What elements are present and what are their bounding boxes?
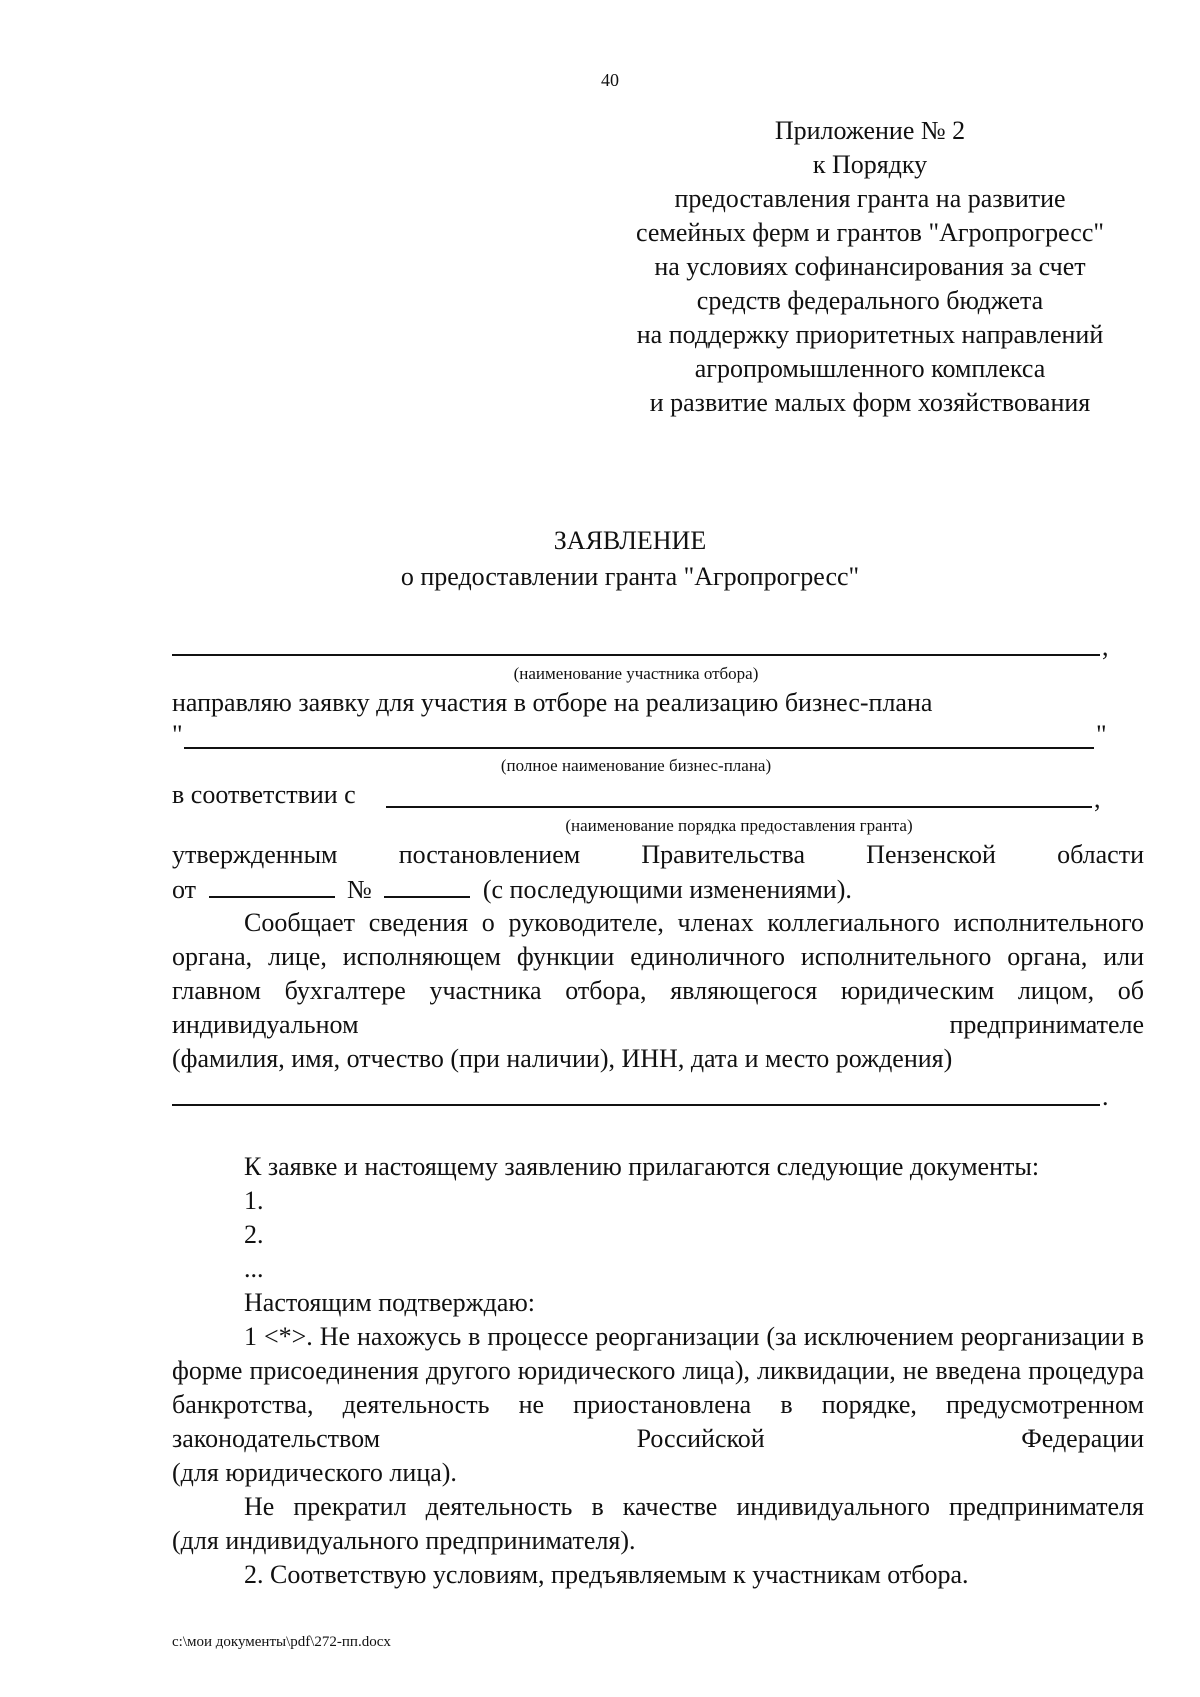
caption-participant: (наименование участника отбора) xyxy=(513,664,759,683)
date-blank xyxy=(209,872,335,898)
document-subtitle: о предоставлении гранта "Агропрогресс" xyxy=(400,562,860,591)
attachment-item: ... xyxy=(244,1254,264,1283)
report-fill-line xyxy=(172,1104,1100,1106)
item1b-paragraph: Не прекратил деятельность в качестве индивидуального предпринимателя xyxy=(244,1492,1144,1521)
appendix-line: на поддержку приоритетных направлений xyxy=(636,320,1104,349)
appendix-line: семейных ферм и грантов "Агропрогресс" xyxy=(636,218,1104,247)
appendix-line: средств федерального бюджета xyxy=(696,286,1044,315)
attachment-item: 1. xyxy=(244,1186,264,1215)
appendix-line: Приложение № 2 xyxy=(774,116,966,145)
item1-last-line: (для юридического лица). xyxy=(172,1458,457,1487)
report-last-line: (фамилия, имя, отчество (при наличии), ИНН, дата и место рождения) xyxy=(172,1044,953,1073)
item1-paragraph: 1 <*>. Не нахожусь в процессе реорганизации (за исключением реорганизации в форме присоединения другого юридического лица), ликвидации, не введена процедура банкротства, деятельность не приостановлена в порядке, предусмотренном законодательством Российской Федерации xyxy=(172,1322,1144,1453)
number-blank xyxy=(384,872,470,898)
caption-business-plan: (полное наименование бизнес-плана) xyxy=(500,756,772,775)
accordance-prefix: в соответствии с xyxy=(172,780,356,809)
item2: 2. Соответствую условиям, предъявляемым к участникам отбора. xyxy=(244,1560,969,1589)
attachments-intro: К заявке и настоящему заявлению прилагаются следующие документы: xyxy=(244,1152,1040,1181)
quote-close: " xyxy=(1096,720,1107,749)
report-block xyxy=(172,906,1144,1076)
confirm-label: Настоящим подтверждаю: xyxy=(244,1288,536,1317)
decree-line xyxy=(172,872,852,905)
line-end-period: . xyxy=(1102,1082,1109,1111)
appendix-line: предоставления гранта на развитие xyxy=(674,184,1066,213)
page-number: 40 xyxy=(601,70,619,90)
procedure-line xyxy=(386,806,1092,808)
attachment-item: 2. xyxy=(244,1220,264,1249)
approved-line: утвержденным постановлением Правительства Пензенской области xyxy=(172,840,1144,869)
appendix-header xyxy=(600,114,1140,420)
participant-name-line xyxy=(172,654,1100,656)
quote-open: " xyxy=(172,720,183,749)
accordance-comma: , xyxy=(1094,784,1101,813)
report-paragraph: Сообщает сведения о руководителе, членах коллегиального исполнительного органа, лице, исполняющем функции единоличного исполнительного органа, или главном бухгалтере участника отбора, являющегося юридическим лицом, об индивидуальном предпринимателе xyxy=(172,908,1144,1039)
attachments-block xyxy=(172,1150,1144,1592)
caption-procedure: (наименование порядка предоставления гранта) xyxy=(565,816,913,835)
appendix-line: и развитие малых форм хозяйствования xyxy=(649,388,1091,417)
appendix-line: на условиях софинансирования за счет xyxy=(654,252,1086,281)
line-end-comma: , xyxy=(1102,632,1109,661)
item1b-last-line: (для индивидуального предпринимателя). xyxy=(172,1526,636,1555)
from-label: от xyxy=(172,875,197,904)
footer-file-path: c:\мои документы\pdf\272-пп.docx xyxy=(172,1634,391,1650)
number-label: № xyxy=(347,875,372,904)
appendix-line: к Порядку xyxy=(812,150,928,179)
document-title: ЗАЯВЛЕНИЕ xyxy=(553,526,707,555)
business-plan-line xyxy=(184,747,1094,749)
changes-text: (с последующими изменениями). xyxy=(482,875,852,904)
appendix-line: агропромышленного комплекса xyxy=(694,354,1046,383)
apply-text: направляю заявку для участия в отборе на реализацию бизнес-плана xyxy=(172,688,933,717)
